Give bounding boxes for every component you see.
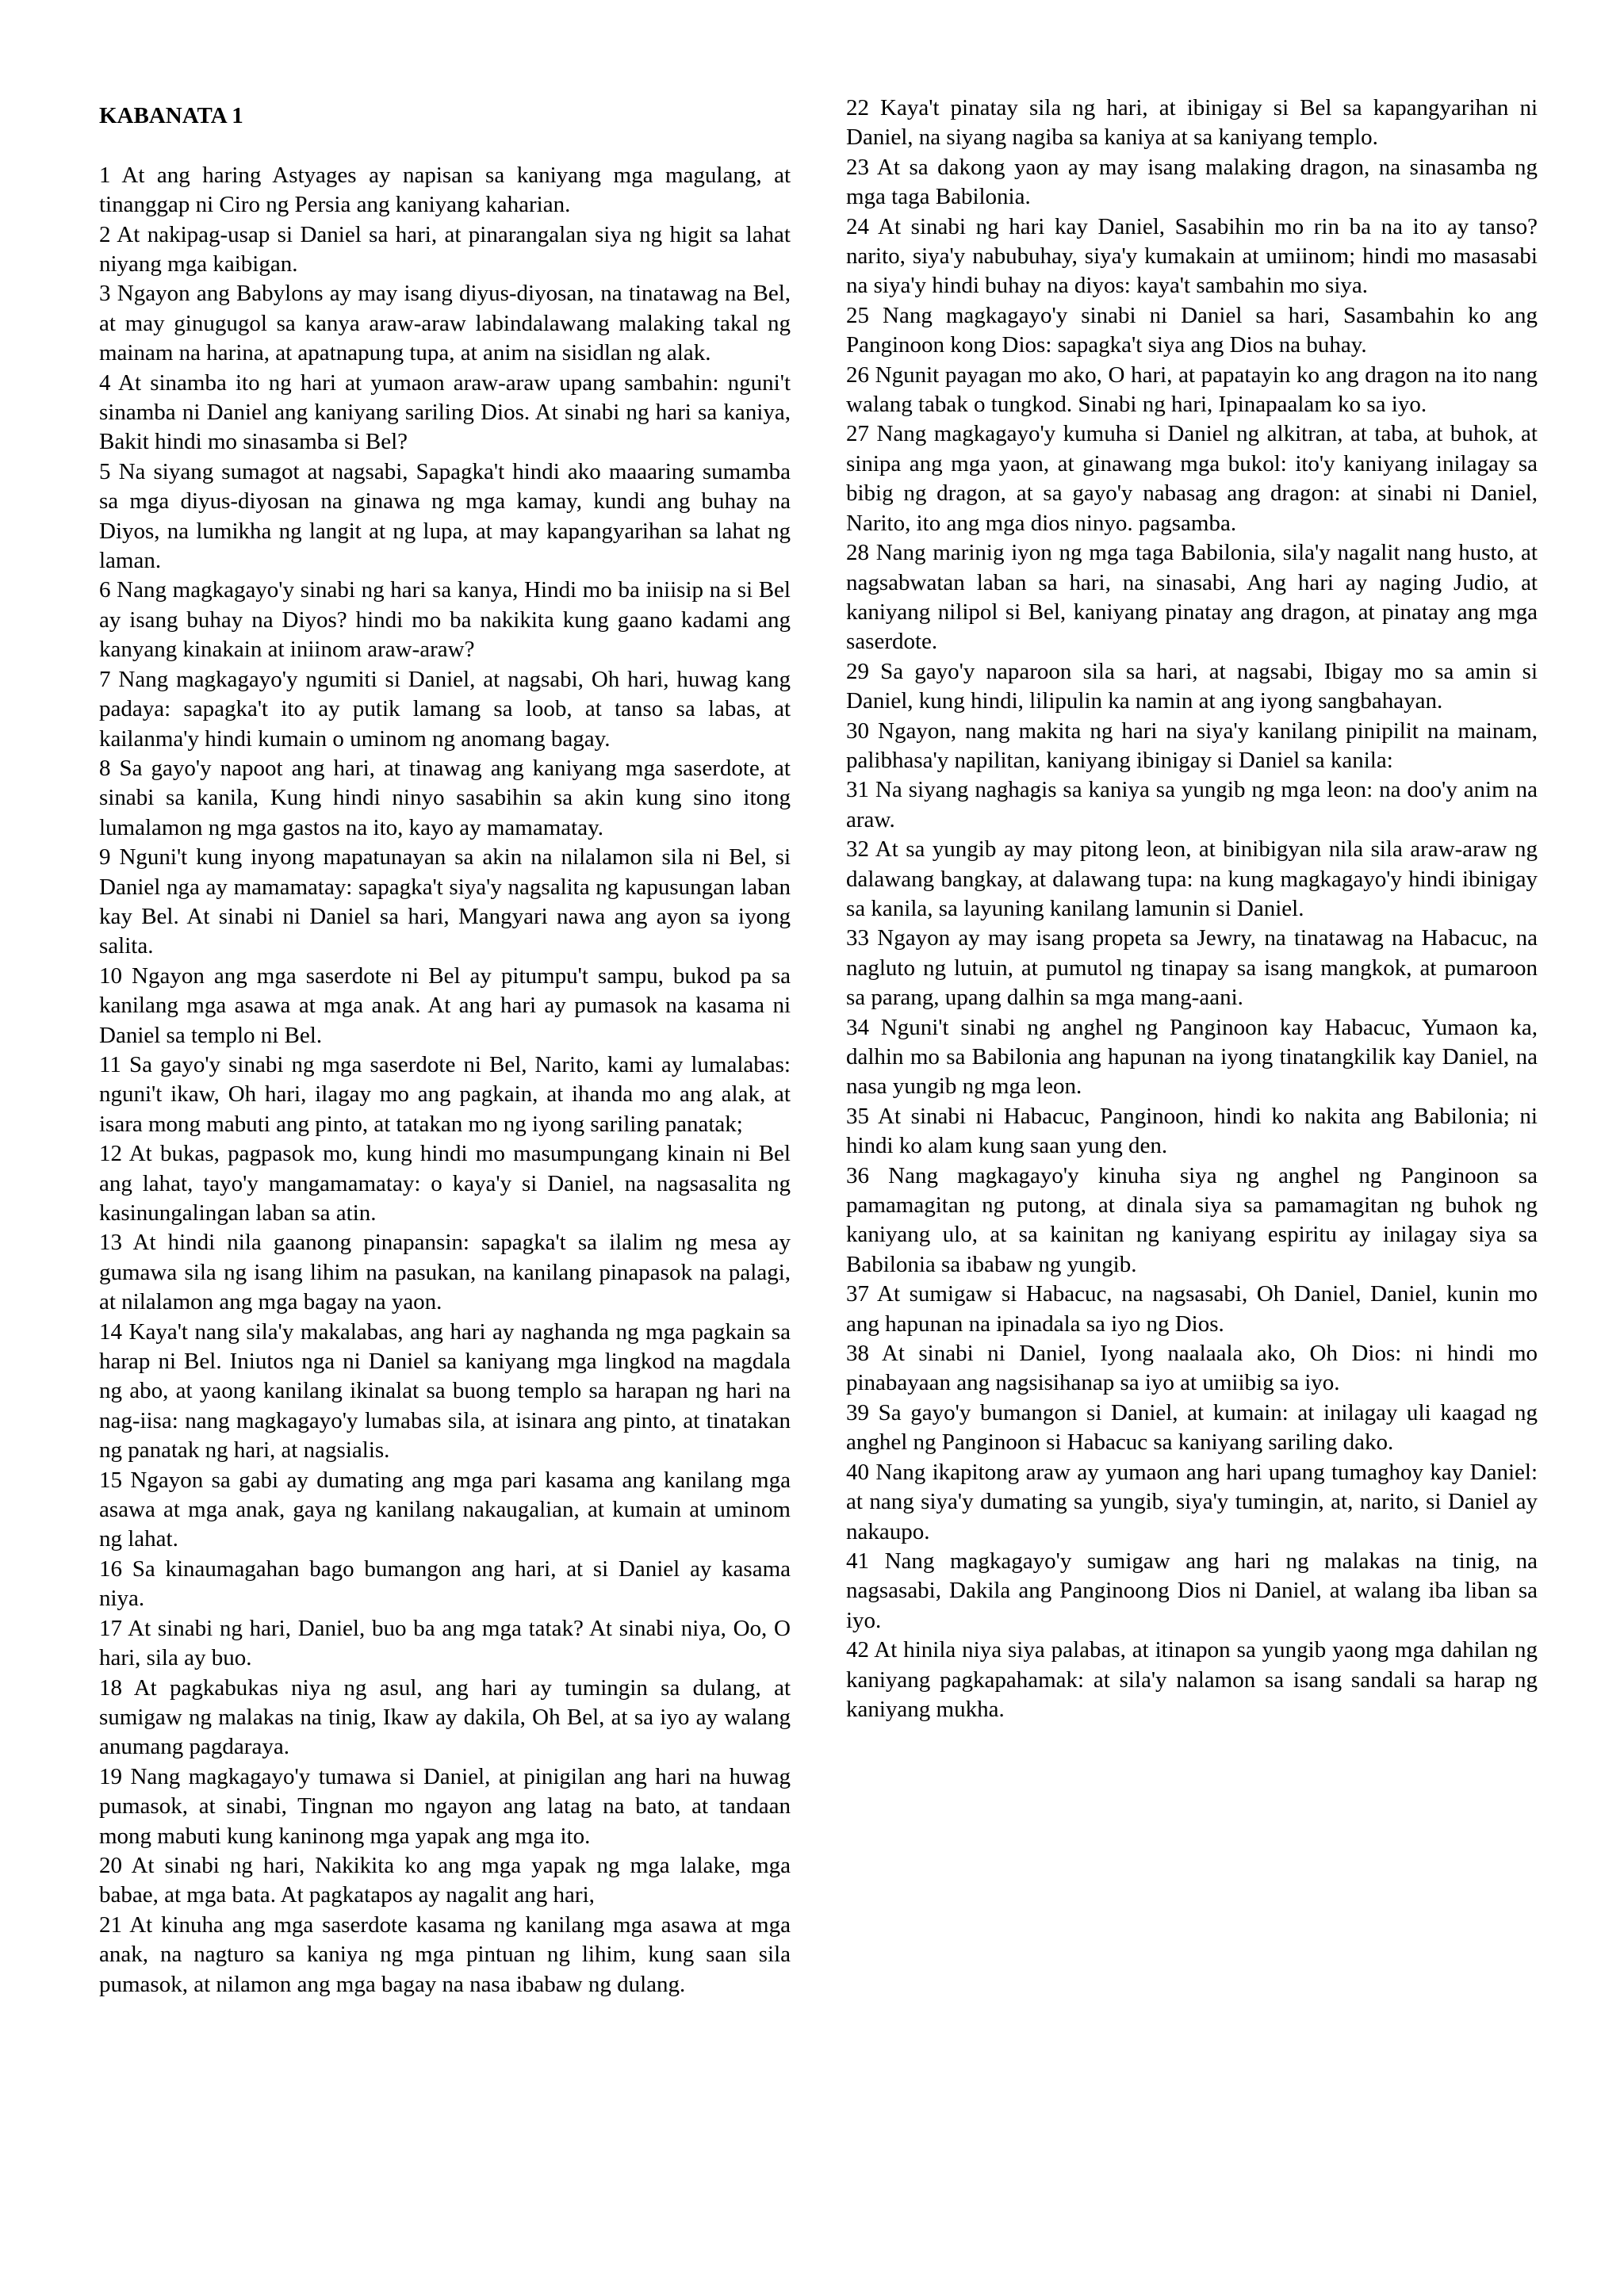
verse-paragraph: 23 At sa dakong yaon ay may isang malaking dragon, na sinasamba ng mga taga Babilonia. <box>846 154 1538 210</box>
verse-paragraph: 28 Nang marinig iyon ng mga taga Babilonia, sila'y nagalit nang husto, at nagsabwatan laban sa hari, na sinasabi, Ang hari ay naging Judio, at kaniyang nilipol si Bel, kaniyang pinatay ang dragon, at pinatay ang mga saserdote. <box>846 540 1538 655</box>
verse-paragraph: 29 Sa gayo'y naparoon sila sa hari, at nagsabi, Ibigay mo sa amin si Daniel, kung hindi, lilipulin ka namin at ang iyong sangbahayan. <box>846 658 1538 714</box>
verse-paragraph: 1 At ang haring Astyages ay napisan sa kaniyang mga magulang, at tinanggap ni Ciro ng Persia ang kaniyang kaharian. <box>99 162 791 218</box>
verse-paragraph: 10 Ngayon ang mga saserdote ni Bel ay pitumpu't sampu, bukod pa sa kanilang mga asawa at mga anak. At ang hari ay pumasok na kasama ni Daniel sa templo ni Bel. <box>99 962 791 1048</box>
verse-paragraph: 12 At bukas, pagpasok mo, kung hindi mo masumpungang kinain ni Bel ang lahat, tayo'y mangamamatay: o kaya'y si Daniel, na nagsasalita ng kasinungalingan laban sa atin. <box>99 1141 791 1226</box>
verse-paragraph: 19 Nang magkagayo'y tumawa si Daniel, at pinigilan ang hari na huwag pumasok, at sinabi, Tingnan mo ngayon ang latag na bato, at tandaan mong mabuti kung kaninong mga yapak ang mga ito. <box>99 1763 791 1849</box>
verse-paragraph: 5 Na siyang sumagot at nagsabi, Sapagka't hindi ako maaaring sumamba sa mga diyus-diyosan na ginawa ng mga kamay, kundi ang buhay na Diyos, na lumikha ng langit at ng lupa, at may kapangyarihan sa lahat ng laman. <box>99 458 791 574</box>
verse-paragraph: 16 Sa kinaumagahan bago bumangon ang hari, at si Daniel ay kasama niya. <box>99 1556 791 1612</box>
verse-paragraph: 20 At sinabi ng hari, Nakikita ko ang mga yapak ng mga lalake, mga babae, at mga bata. At pagkatapos ay nagalit ang hari, <box>99 1852 791 1908</box>
verse-paragraph: 32 At sa yungib ay may pitong leon, at binibigyan nila sila araw-araw ng dalawang bangkay, at dalawang tupa: na kung magkagayo'y hindi ibinigay sa kanila, sa layuning kanilang lamunin si Daniel. <box>846 836 1538 921</box>
right-column <box>846 94 1538 1724</box>
verse-paragraph: 36 Nang magkagayo'y kinuha siya ng anghel ng Panginoon sa pamamagitan ng putong, at dinala siya sa pamamagitan ng buhok ng kaniyang ulo, at sa kainitan ng kaniyang espiritu ay inilagay siya sa Babilonia sa ibabaw ng yungib. <box>846 1162 1538 1277</box>
verse-paragraph: 40 Nang ikapitong araw ay yumaon ang hari upang tumaghoy kay Daniel: at nang siya'y dumating sa yungib, siya'y tumingin, at, narito, si Daniel ay nakaupo. <box>846 1459 1538 1544</box>
verse-paragraph: 3 Ngayon ang Babylons ay may isang diyus-diyosan, na tinatawag na Bel, at may ginugugol sa kanya araw-araw labindalawang malaking takal ng mainam na harina, at apatnapung tupa, at anim na sisidlan ng alak. <box>99 281 791 366</box>
verse-paragraph: 39 Sa gayo'y bumangon si Daniel, at kumain: at inilagay uli kaagad ng anghel ng Panginoon si Habacuc sa kaniyang sariling dako. <box>846 1399 1538 1456</box>
verse-paragraph: 9 Nguni't kung inyong mapatunayan sa akin na nilalamon sila ni Bel, si Daniel nga ay mamamatay: sapagka't siya'y nagsalita ng kapusungan laban kay Bel. At sinabi ni Daniel sa hari, Mangyari nawa ang ayon sa iyong salita. <box>99 844 791 959</box>
verse-paragraph: 18 At pagkabukas niya ng asul, ang hari ay tumingin sa dulang, at sumigaw ng malakas na tinig, Ikaw ay dakila, Oh Bel, at sa iyo ay walang anumang pagdaraya. <box>99 1674 791 1760</box>
verse-paragraph: 7 Nang magkagayo'y ngumiti si Daniel, at nagsabi, Oh hari, huwag kang padaya: sapagka't ito ay putik lamang sa loob, at tanso sa labas, at kailanma'y hindi kumain o uminom ng anomang bagay. <box>99 666 791 752</box>
left-verse-list <box>99 161 791 1999</box>
verse-paragraph: 27 Nang magkagayo'y kumuha si Daniel ng alkitran, at taba, at buhok, at sinipa ang mga yaon, at ginawang mga bukol: ito'y kaniyang inilagay sa bibig ng dragon, at sa gayo'y nabasag ang dragon: at sinabi ni Daniel, Narito, ito ang mga dios ninyo. pagsamba. <box>846 421 1538 536</box>
verse-paragraph: 6 Nang magkagayo'y sinabi ng hari sa kanya, Hindi mo ba iniisip na si Bel ay isang buhay na Diyos? hindi mo ba nakikita kung gaano kadami ang kanyang kinakain at iniinom araw-araw? <box>99 577 791 663</box>
verse-paragraph: 8 Sa gayo'y napoot ang hari, at tinawag ang kaniyang mga saserdote, at sinabi sa kanila, Kung hindi ninyo sasabihin sa akin kung sino itong lumalamon ng mga gastos na ito, kayo ay mamamatay. <box>99 755 791 840</box>
verse-paragraph: 14 Kaya't nang sila'y makalabas, ang hari ay naghanda ng mga pagkain sa harap ni Bel. Iniutos nga ni Daniel sa kaniyang mga lingkod na magdala ng abo, at yaong kanilang ikinalat sa buong templo sa harapan ng hari na nag-iisa: nang magkagayo'y lumabas sila, at isinara ang pinto, at tinatakan ng panatak ng hari, at nagsialis. <box>99 1318 791 1464</box>
verse-paragraph: 41 Nang magkagayo'y sumigaw ang hari ng malakas na tinig, na nagsasabi, Dakila ang Panginoong Dios ni Daniel, at walang iba liban sa iyo. <box>846 1548 1538 1633</box>
verse-paragraph: 30 Ngayon, nang makita ng hari na siya'y kanilang pinipilit na mainam, palibhasa'y napilitan, kaniyang ibinigay si Daniel sa kanila: <box>846 718 1538 773</box>
verse-paragraph: 26 Ngunit payagan mo ako, O hari, at papatayin ko ang dragon na ito nang walang tabak o tungkod. Sinabi ng hari, Ipinapaalam ko sa iyo. <box>846 362 1538 418</box>
verse-paragraph: 24 At sinabi ng hari kay Daniel, Sasabihin mo rin ba na ito ay tanso? narito, siya'y nabubuhay, siya'y kumakain at umiinom; hindi mo masasabi na siya'y hindi buhay na diyos: kaya't sambahin mo siya. <box>846 213 1538 299</box>
verse-paragraph: 38 At sinabi ni Daniel, Iyong naalaala ako, Oh Dios: ni hindi mo pinabayaan ang nagsisihanap sa iyo at umiibig sa iyo. <box>846 1341 1538 1396</box>
verse-paragraph: 25 Nang magkagayo'y sinabi ni Daniel sa hari, Sasambahin ko ang Panginoon kong Dios: sapagka't siya ang Dios na buhay. <box>846 302 1538 358</box>
verse-paragraph: 21 At kinuha ang mga saserdote kasama ng kanilang mga asawa at mga anak, na nagturo sa kaniya ng mga pintuan ng lihim, kung saan sila pumasok, at nilamon ang mga bagay na nasa ibabaw ng dulang. <box>99 1911 791 1997</box>
right-verse-list <box>846 94 1538 1724</box>
chapter-heading: KABANATA 1 <box>99 103 243 128</box>
verse-paragraph: 13 At hindi nila gaanong pinapansin: sapagka't sa ilalim ng mesa ay gumawa sila ng isang lihim na pasukan, na kanilang pinapasok na palagi, at nilalamon ang mga bagay na yaon. <box>99 1230 791 1315</box>
left-column <box>99 94 791 1999</box>
verse-paragraph: 37 At sumigaw si Habacuc, na nagsasabi, Oh Daniel, Daniel, kunin mo ang hapunan na ipinadala sa iyo ng Dios. <box>846 1281 1538 1337</box>
verse-paragraph: 15 Ngayon sa gabi ay dumating ang mga pari kasama ang kanilang mga asawa at mga anak, gaya ng kanilang nakaugalian, at kumain at uminom ng lahat. <box>99 1467 791 1552</box>
verse-paragraph: 22 Kaya't pinatay sila ng hari, at ibinigay si Bel sa kapangyarihan ni Daniel, na siyang nagiba sa kaniya at sa kaniyang templo. <box>846 95 1538 151</box>
verse-paragraph: 4 At sinamba ito ng hari at yumaon araw-araw upang sambahin: nguni't sinamba ni Daniel ang kaniyang sariling Dios. At sinabi ng hari sa kaniya, Bakit hindi mo sinasamba si Bel? <box>99 369 791 455</box>
verse-paragraph: 11 Sa gayo'y sinabi ng mga saserdote ni Bel, Narito, kami ay lumalabas: nguni't ikaw, Oh hari, ilagay mo ang pagkain, at ihanda mo ang alak, at isara mong mabuti ang pinto, at tatakan mo ng iyong sariling panatak; <box>99 1051 791 1137</box>
verse-paragraph: 35 At sinabi ni Habacuc, Panginoon, hindi ko nakita ang Babilonia; ni hindi ko alam kung saan yung den. <box>846 1103 1538 1159</box>
verse-paragraph: 31 Na siyang naghagis sa kaniya sa yungib ng mga leon: na doo'y anim na araw. <box>846 777 1538 832</box>
verse-paragraph: 17 At sinabi ng hari, Daniel, buo ba ang mga tatak? At sinabi niya, Oo, O hari, sila ay buo. <box>99 1615 791 1671</box>
verse-paragraph: 33 Ngayon ay may isang propeta sa Jewry, na tinatawag na Habacuc, na nagluto ng lutuin, at pumutol ng tinapay sa isang mangkok, at pumaroon sa parang, upang dalhin sa mga mang-aani. <box>846 925 1538 1011</box>
verse-paragraph: 42 At hinila niya siya palabas, at itinapon sa yungib yaong mga dahilan ng kaniyang pagkapahamak: at sila'y nalamon sa isang sandali sa harap ng kaniyang mukha. <box>846 1637 1538 1722</box>
verse-paragraph: 34 Nguni't sinabi ng anghel ng Panginoon kay Habacuc, Yumaon ka, dalhin mo sa Babilonia ang hapunan na iyong tinatangkilik kay Daniel, na nasa yungib ng mga leon. <box>846 1014 1538 1100</box>
verse-paragraph: 2 At nakipag-usap si Daniel sa hari, at pinarangalan siya ng higit sa lahat niyang mga kaibigan. <box>99 221 791 277</box>
